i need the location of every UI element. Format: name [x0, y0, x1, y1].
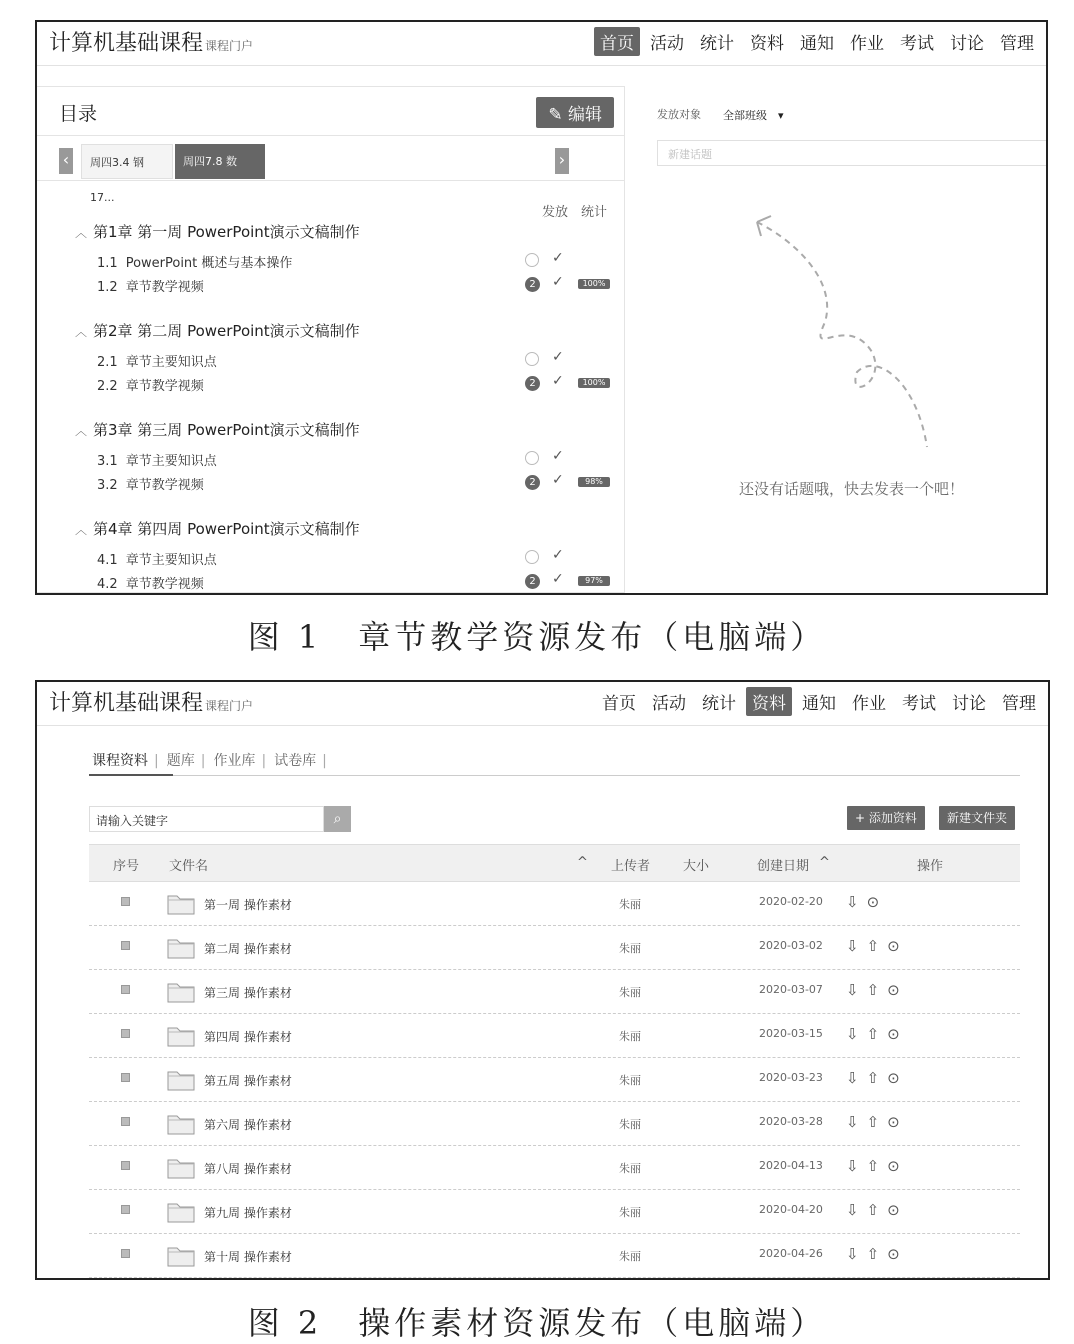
sort-icon[interactable]: ^ — [577, 855, 588, 870]
section-item[interactable] — [97, 573, 204, 592]
section-item[interactable] — [97, 474, 204, 493]
more-icon[interactable]: ⊙ — [887, 1245, 908, 1263]
chapter-title[interactable] — [75, 221, 360, 242]
file-name[interactable]: 第十周 操作素材 — [204, 1250, 292, 1264]
section-item[interactable] — [97, 450, 217, 469]
check-icon: ✓ — [552, 250, 564, 266]
resource-tab[interactable]: 课程资料 — [92, 753, 148, 769]
download-icon[interactable]: ⇩ — [846, 1157, 867, 1175]
check-icon: ✓ — [552, 448, 564, 464]
download-icon[interactable]: ⇩ — [846, 1201, 867, 1219]
uploader: 朱丽 — [619, 1118, 641, 1131]
section-title: 章节主要知识点 — [125, 355, 217, 370]
toc-panel — [37, 86, 625, 593]
section-item[interactable] — [97, 276, 204, 295]
row-actions — [846, 981, 908, 999]
move-up-icon[interactable]: ⇧ — [866, 1245, 888, 1263]
nav-item[interactable]: 讨论 — [950, 34, 984, 54]
nav-item[interactable]: 通知 — [802, 694, 836, 714]
folder-icon — [167, 1243, 195, 1267]
nav-item[interactable]: 作业 — [852, 694, 886, 714]
chapter-label: 第1章 第一周 PowerPoint演示文稿制作 — [93, 223, 360, 241]
row-checkbox[interactable] — [121, 1249, 130, 1258]
move-up-icon[interactable]: ⇧ — [866, 937, 888, 955]
section-item[interactable] — [97, 375, 204, 394]
folder-icon — [167, 1111, 195, 1135]
row-checkbox[interactable] — [121, 941, 130, 950]
next-arrow-icon[interactable]: › — [555, 148, 569, 174]
table-row — [89, 1190, 1020, 1234]
class-tab[interactable]: 周四3.4 钢17... — [81, 144, 173, 179]
created-date: 2020-03-02 — [759, 939, 823, 952]
toc-title: 目录 — [59, 103, 98, 125]
nav-item[interactable]: 考试 — [902, 694, 936, 714]
check-icon: ✓ — [552, 349, 564, 365]
tab-separator: | — [261, 753, 267, 769]
class-tabs — [37, 136, 624, 204]
folder-icon — [167, 1067, 195, 1091]
release-circle-icon[interactable] — [525, 253, 539, 267]
nav-item[interactable]: 统计 — [700, 34, 734, 54]
collapse-icon[interactable]: ︿ — [75, 325, 88, 339]
file-name[interactable]: 第二周 操作素材 — [204, 942, 292, 956]
download-icon[interactable]: ⇩ — [846, 937, 867, 955]
created-date: 2020-03-23 — [759, 1071, 823, 1084]
table-row — [89, 970, 1020, 1014]
file-name[interactable]: 第三周 操作素材 — [204, 986, 292, 1000]
section-item[interactable] — [97, 252, 292, 271]
created-date: 2020-04-13 — [759, 1159, 823, 1172]
row-checkbox[interactable] — [121, 1161, 130, 1170]
uploader: 朱丽 — [619, 1162, 641, 1175]
screenshot-material-release — [35, 680, 1050, 1280]
figure-caption-2: 图 2 操作素材资源发布（电脑端） — [247, 1304, 827, 1342]
check-icon: ✓ — [552, 571, 564, 587]
release-count-badge[interactable]: 2 — [525, 277, 540, 292]
check-icon: ✓ — [552, 547, 564, 563]
row-checkbox[interactable] — [121, 1117, 130, 1126]
new-folder-button[interactable]: 新建文件夹 — [939, 806, 1015, 830]
uploader: 朱丽 — [619, 1250, 641, 1263]
nav-item[interactable]: 考试 — [900, 34, 934, 54]
row-checkbox[interactable] — [121, 1073, 130, 1082]
section-number: 4.2 — [97, 577, 118, 592]
folder-icon — [167, 1023, 195, 1047]
download-icon[interactable]: ⇩ — [846, 1113, 867, 1131]
created-date: 2020-03-28 — [759, 1115, 823, 1128]
empty-arrow-illustration — [737, 202, 937, 472]
section-item[interactable] — [97, 351, 217, 370]
release-circle-icon[interactable] — [525, 550, 539, 564]
main-nav — [594, 27, 1040, 56]
folder-icon — [167, 1199, 195, 1223]
release-count-badge[interactable]: 2 — [525, 376, 540, 391]
row-checkbox[interactable] — [121, 985, 130, 994]
stats-percent: 100% — [578, 279, 610, 289]
nav-item[interactable]: 活动 — [652, 694, 686, 714]
row-checkbox[interactable] — [121, 897, 130, 906]
chapter-label: 第2章 第二周 PowerPoint演示文稿制作 — [93, 322, 360, 340]
section-title: 章节教学视频 — [125, 280, 204, 295]
folder-icon — [167, 979, 195, 1003]
edit-button[interactable]: ✎ 编辑 — [536, 97, 614, 128]
file-name[interactable]: 第九周 操作素材 — [204, 1206, 292, 1220]
tab-separator: | — [200, 753, 206, 769]
created-date: 2020-02-20 — [759, 895, 823, 908]
download-icon[interactable]: ⇩ — [846, 1025, 867, 1043]
chapter-title[interactable] — [75, 419, 360, 440]
more-icon[interactable]: ⊙ — [887, 1201, 908, 1219]
row-checkbox[interactable] — [121, 1029, 130, 1038]
tab-active-underline — [89, 774, 173, 776]
section-title: PowerPoint 概述与基本操作 — [125, 256, 293, 271]
section-number: 3.2 — [97, 478, 118, 493]
file-name[interactable]: 第四周 操作素材 — [204, 1030, 292, 1044]
check-icon: ✓ — [552, 373, 564, 389]
nav-item[interactable]: 资料 — [746, 687, 792, 716]
nav-item[interactable]: 管理 — [1002, 694, 1036, 714]
download-icon[interactable]: ⇩ — [846, 1069, 867, 1087]
figure-caption-1: 图 1 章节教学资源发布（电脑端） — [247, 618, 827, 656]
row-actions — [846, 937, 908, 955]
more-icon[interactable]: ⊙ — [887, 981, 908, 999]
folder-icon — [167, 935, 195, 959]
row-actions — [846, 1025, 908, 1043]
class-tab-active[interactable]: 周四7.8 数171 — [175, 144, 265, 179]
check-icon: ✓ — [552, 274, 564, 290]
created-date: 2020-04-20 — [759, 1203, 823, 1216]
course-title[interactable]: 计算机基础课程 课程门户 — [49, 31, 254, 56]
collapse-icon[interactable]: ︿ — [75, 424, 88, 438]
resource-tab[interactable]: 作业库 — [213, 753, 256, 769]
download-icon[interactable]: ⇩ — [846, 893, 867, 911]
table-row — [89, 926, 1020, 970]
nav-item[interactable]: 管理 — [1000, 34, 1034, 54]
course-title[interactable]: 计算机基础课程 课程门户 — [49, 691, 254, 716]
row-actions — [846, 1069, 908, 1087]
row-actions — [846, 1157, 908, 1175]
col-created[interactable]: 创建日期 — [757, 859, 810, 874]
table-row — [89, 1234, 1020, 1278]
empty-message: 还没有话题哦，快去发表一个吧！ — [739, 480, 965, 498]
resource-tab[interactable]: 试卷库 — [274, 753, 317, 769]
download-icon[interactable]: ⇩ — [846, 1245, 867, 1263]
col-filename[interactable]: 文件名 — [169, 859, 209, 874]
col-uploader[interactable]: 上传者 — [611, 859, 651, 874]
created-date: 2020-04-26 — [759, 1247, 823, 1260]
nav-item[interactable]: 活动 — [650, 34, 684, 54]
nav-item[interactable]: 作业 — [850, 34, 884, 54]
release-count-badge[interactable]: 2 — [525, 475, 540, 490]
more-icon[interactable]: ⊙ — [887, 1113, 908, 1131]
move-up-icon[interactable]: ⇧ — [866, 1025, 888, 1043]
uploader: 朱丽 — [619, 1030, 641, 1043]
table-row — [89, 1102, 1020, 1146]
uploader: 朱丽 — [619, 898, 641, 911]
section-title: 章节主要知识点 — [125, 454, 217, 469]
row-actions — [846, 1113, 908, 1131]
more-icon[interactable]: ⊙ — [887, 1025, 908, 1043]
row-actions — [846, 1201, 908, 1219]
move-up-icon[interactable]: ⇧ — [866, 981, 888, 999]
main-nav — [596, 687, 1042, 716]
col-index: 序号 — [113, 859, 140, 874]
portal-label: 课程门户 — [205, 39, 254, 53]
collapse-icon[interactable]: ︿ — [75, 226, 88, 240]
stats-percent: 100% — [578, 378, 610, 388]
folder-icon — [167, 1155, 195, 1179]
search-icon[interactable]: ⌕ — [324, 806, 351, 832]
header — [37, 22, 1046, 66]
uploader: 朱丽 — [619, 1206, 641, 1219]
file-name[interactable]: 第六周 操作素材 — [204, 1118, 292, 1132]
col-ops: 操作 — [917, 859, 944, 874]
download-icon[interactable]: ⇩ — [846, 981, 867, 999]
stats-percent: 98% — [578, 477, 610, 487]
move-up-icon[interactable]: ⇧ — [866, 1069, 888, 1087]
folder-icon — [167, 891, 195, 915]
created-date: 2020-03-07 — [759, 983, 823, 996]
section-number: 4.1 — [97, 553, 118, 568]
portal-label: 课程门户 — [205, 699, 254, 713]
stats-percent: 97% — [578, 576, 610, 586]
section-title: 章节教学视频 — [125, 478, 204, 493]
more-icon[interactable]: ⊙ — [887, 1157, 908, 1175]
nav-item[interactable]: 统计 — [702, 694, 736, 714]
uploader: 朱丽 — [619, 986, 641, 999]
col-size[interactable]: 大小 — [683, 859, 710, 874]
section-number: 2.2 — [97, 379, 118, 394]
table-row — [89, 1014, 1020, 1058]
add-material-button[interactable]: + 添加资料 — [847, 806, 925, 830]
col-release: 发放 — [542, 205, 569, 220]
col-stats: 统计 — [581, 205, 608, 220]
chapter-label: 第4章 第四周 PowerPoint演示文稿制作 — [93, 520, 360, 538]
uploader: 朱丽 — [619, 1074, 641, 1087]
section-item[interactable] — [97, 549, 217, 568]
file-name[interactable]: 第八周 操作素材 — [204, 1162, 292, 1176]
section-number: 3.1 — [97, 454, 118, 469]
section-number: 1.1 — [97, 256, 118, 271]
table-row — [89, 1058, 1020, 1102]
section-title: 章节主要知识点 — [125, 553, 217, 568]
chapter-label: 第3章 第三周 PowerPoint演示文稿制作 — [93, 421, 360, 439]
sort-icon[interactable]: ^ — [819, 855, 830, 870]
table-row — [89, 1146, 1020, 1190]
nav-item[interactable]: 首页 — [602, 694, 636, 714]
chapter-title[interactable] — [75, 320, 360, 341]
resource-tab[interactable]: 题库 — [166, 753, 195, 769]
section-title: 章节教学视频 — [125, 577, 204, 592]
nav-item[interactable]: 讨论 — [952, 694, 986, 714]
header — [37, 682, 1048, 726]
section-title: 章节教学视频 — [125, 379, 204, 394]
prev-arrow-icon[interactable]: ‹ — [59, 148, 73, 174]
more-icon[interactable]: ⊙ — [866, 893, 888, 911]
new-topic-input[interactable]: 新建话题 — [657, 140, 1048, 166]
screenshot-chapter-release — [35, 20, 1048, 595]
check-icon: ✓ — [552, 472, 564, 488]
chapter-title[interactable] — [75, 518, 360, 539]
move-up-icon[interactable]: ⇧ — [866, 1201, 888, 1219]
more-icon[interactable]: ⊙ — [887, 1069, 908, 1087]
created-date: 2020-03-15 — [759, 1027, 823, 1040]
collapse-icon[interactable]: ︿ — [75, 523, 88, 537]
nav-item[interactable]: 通知 — [800, 34, 834, 54]
release-circle-icon[interactable] — [525, 451, 539, 465]
section-number: 2.1 — [97, 355, 118, 370]
table-header — [89, 844, 1020, 882]
nav-item[interactable]: 首页 — [594, 27, 640, 56]
tab-separator: | — [322, 753, 327, 769]
nav-item[interactable]: 资料 — [750, 34, 784, 54]
tab-separator: | — [154, 753, 159, 769]
resource-tabs — [92, 750, 335, 770]
file-name[interactable]: 第一周 操作素材 — [204, 898, 292, 912]
release-circle-icon[interactable] — [525, 352, 539, 366]
search-input[interactable]: 请输入关键字 — [89, 806, 324, 832]
move-up-icon[interactable]: ⇧ — [866, 1113, 888, 1131]
move-up-icon[interactable]: ⇧ — [866, 1157, 888, 1175]
target-select[interactable]: 全部班级 ▾ — [723, 109, 784, 122]
row-actions — [846, 893, 887, 911]
uploader: 朱丽 — [619, 942, 641, 955]
more-icon[interactable]: ⊙ — [887, 937, 908, 955]
target-label: 发放对象 — [657, 108, 701, 121]
file-name[interactable]: 第五周 操作素材 — [204, 1074, 292, 1088]
release-count-badge[interactable]: 2 — [525, 574, 540, 589]
row-checkbox[interactable] — [121, 1205, 130, 1214]
table-row — [89, 882, 1020, 926]
row-actions — [846, 1245, 908, 1263]
tab-underline-track — [89, 775, 1020, 776]
section-number: 1.2 — [97, 280, 118, 295]
